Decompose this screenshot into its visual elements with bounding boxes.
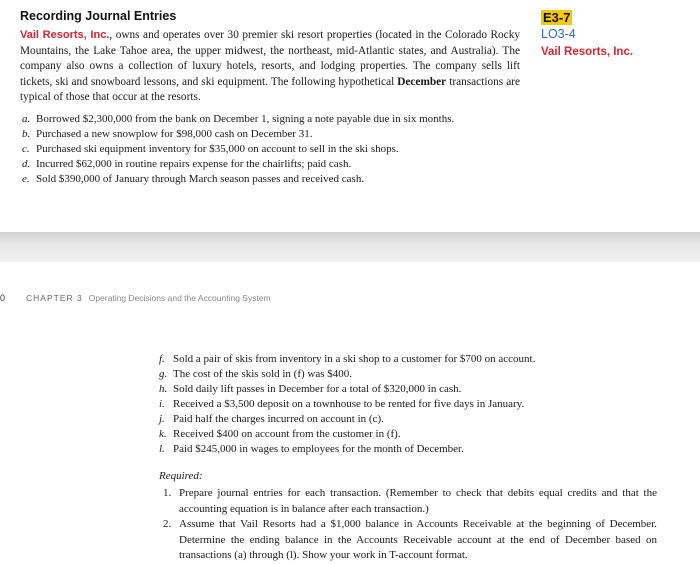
item-letter: j. (159, 413, 165, 425)
chapter-running-head (26, 293, 271, 303)
exercise-title: Recording Journal Entries (20, 9, 177, 23)
exercise-intro-paragraph (20, 28, 520, 106)
item-text: Prepare journal entries for each transaction. (Remember to check that debits equal credits and that the accounting equation is in balance after each transaction.) (179, 487, 657, 515)
list-item (163, 486, 657, 517)
exercise-sidebar (541, 9, 633, 60)
list-item (22, 142, 454, 157)
required-heading: Required: (159, 470, 203, 482)
item-text: Received $400 on account from the customer in (f). (173, 428, 401, 440)
list-item (159, 367, 535, 382)
item-letter: f. (159, 353, 165, 365)
item-text: Purchased a new snowplow for $98,000 cash on December 31. (36, 128, 313, 140)
item-letter: b. (22, 128, 31, 140)
item-letter: a. (22, 113, 31, 125)
item-text: Purchased ski equipment inventory for $35,000 on account to sell in the ski shops. (36, 143, 399, 155)
chapter-title: Operating Decisions and the Accounting System (88, 293, 271, 303)
intro-bold-word: December (397, 75, 447, 88)
list-item (159, 397, 535, 412)
item-letter: e. (22, 173, 30, 185)
item-letter: l. (159, 443, 165, 455)
list-item (22, 172, 454, 187)
page-break-band (0, 232, 700, 262)
item-text: The cost of the skis sold in (f) was $400. (173, 368, 353, 380)
list-item (159, 382, 535, 397)
list-item (22, 112, 454, 127)
item-letter: i. (159, 398, 165, 410)
item-text: Borrowed $2,300,000 from the bank on December 1, signing a note payable due in six months. (36, 113, 455, 125)
item-text: Paid half the charges incurred on account in (c). (173, 413, 384, 425)
list-item (22, 157, 454, 172)
item-text: Paid $245,000 in wages to employees for the month of December. (173, 443, 464, 455)
list-item (163, 517, 657, 564)
intro-text-2: transactions are typical of those that occur at the resorts. (20, 75, 520, 104)
item-number: 1. (163, 487, 172, 499)
exercise-number-badge: E3-7 (543, 10, 571, 25)
list-item (22, 127, 454, 142)
transaction-list-a-to-e (22, 112, 454, 187)
item-letter: k. (159, 428, 167, 440)
intro-text-1: , owns and operates over 30 premier ski resort properties (located in the Colorado Rocky Mountains, the Lake Tahoe area, the upper midwest, the northeast, mid-Atlantic states, and Australia). The company also owns a collection of luxury hotels, resorts, and lodging properties. The company sells lift tickets, ski and snowboard lessons, and ski equipment. The following hypothetical (20, 29, 520, 88)
item-text: Received a $3,500 deposit on a townhouse to be rented for five days in January. (173, 398, 525, 410)
chapter-number: CHAPTER 3 (26, 293, 83, 303)
sidebar-company-name: Vail Resorts, Inc. (541, 46, 634, 58)
item-number: 2. (163, 518, 172, 530)
item-text: Sold daily lift passes in December for a total of $320,000 in cash. (173, 383, 462, 395)
item-text: Sold a pair of skis from inventory in a ski shop to a customer for $700 on account. (173, 353, 536, 365)
item-text: Assume that Vail Resorts had a $1,000 balance in Accounts Receivable at the beginning of December. Determine the ending balance in the Accounts Receivable account at the end of December based on transactions (a) through (l). Show your work in T-account format. (179, 518, 657, 561)
item-letter: g. (159, 368, 168, 380)
list-item (159, 442, 535, 457)
learning-objective: LO3-4 (541, 27, 576, 41)
item-text: Incurred $62,000 in routine repairs expense for the chairlifts; paid cash. (36, 158, 352, 170)
item-letter: d. (22, 158, 31, 170)
required-list (163, 486, 657, 564)
item-letter: h. (159, 383, 168, 395)
transaction-list-f-to-l (159, 352, 535, 457)
item-text: Sold $390,000 of January through March season passes and received cash. (36, 173, 365, 185)
item-letter: c. (22, 143, 30, 155)
textbook-page-top (0, 0, 700, 232)
list-item (159, 412, 535, 427)
list-item (159, 352, 535, 367)
page-number: 0 (0, 293, 6, 303)
list-item (159, 427, 535, 442)
intro-company-name: Vail Resorts, Inc. (20, 29, 110, 41)
